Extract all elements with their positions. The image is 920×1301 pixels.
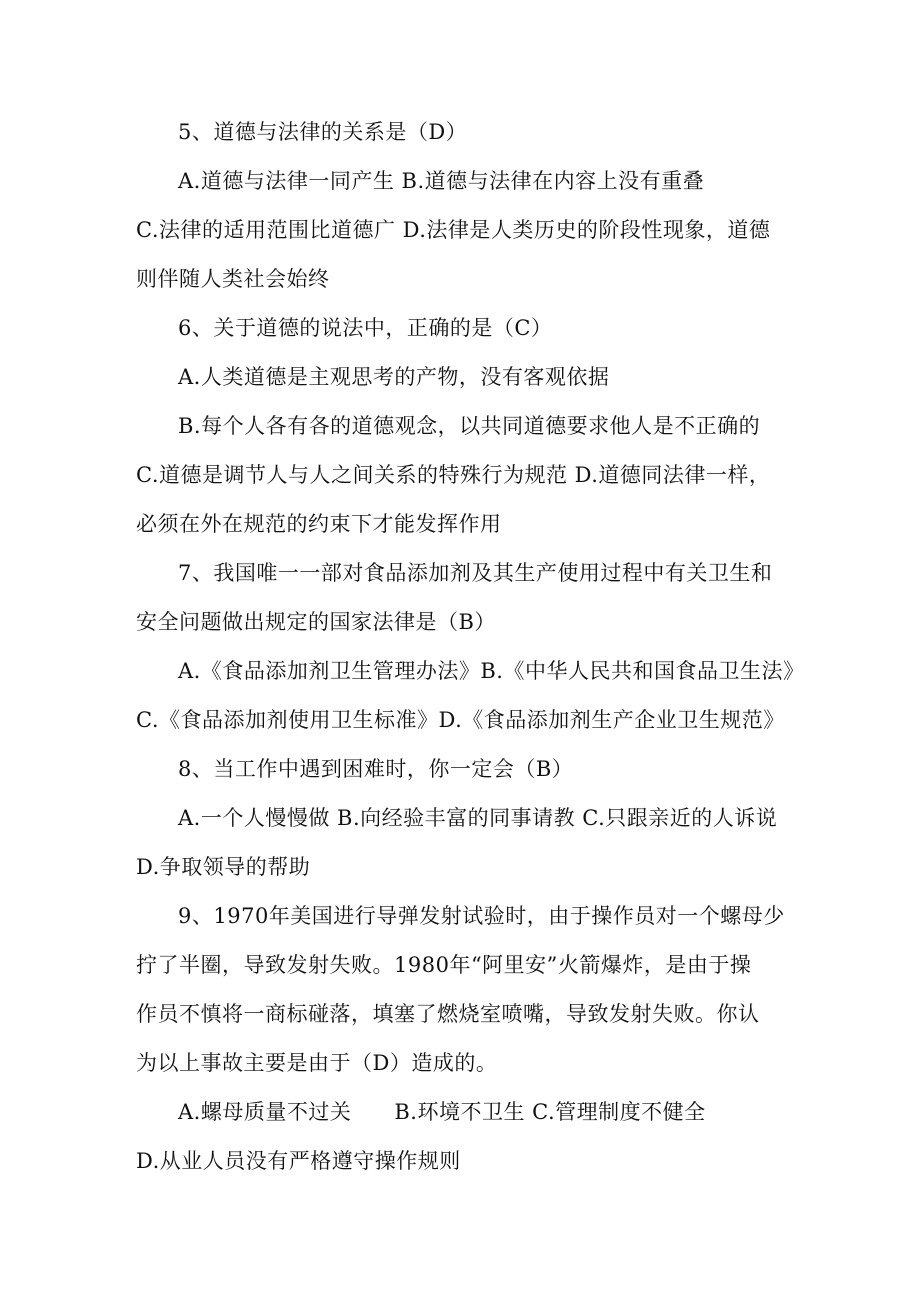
question-6-option-b: B.每个人各有各的道德观念，以共同道德要求他人是不正确的 (178, 414, 761, 438)
question-9-options-abc: A.螺母质量不过关 B.环境不卫生 C.管理制度不健全 (178, 1100, 706, 1124)
question-5-options-ab: A.道德与法律一同产生 B.道德与法律在内容上没有重叠 (178, 169, 705, 193)
question-9-stem-cont-1: 拧了半圈，导致发射失败。1980年“阿里安”火箭爆炸，是由于操 (136, 953, 752, 977)
question-5-options-cd: C.法律的适用范围比道德广 D.法律是人类历史的阶段性现象，道德 (136, 218, 771, 242)
question-8-option-d: D.争取领导的帮助 (136, 855, 311, 879)
question-5-options-cd-cont: 则伴随人类社会始终 (136, 267, 330, 291)
question-6-stem: 6、关于道德的说法中，正确的是（C） (178, 316, 553, 340)
question-6-option-a: A.人类道德是主观思考的产物，没有客观依据 (178, 365, 610, 389)
question-7-options-ab: A.《食品添加剂卫生管理办法》B.《中华人民共和国食品卫生法》 (178, 659, 805, 683)
question-5-stem: 5、道德与法律的关系是（D） (178, 120, 468, 144)
question-8-options-abc: A.一个人慢慢做 B.向经验丰富的同事请教 C.只跟亲近的人诉说 (178, 806, 778, 830)
question-9-option-d: D.从业人员没有严格遵守操作规则 (136, 1149, 461, 1173)
question-6-options-cd-cont: 必须在外在规范的约束下才能发挥作用 (136, 512, 502, 536)
question-7-stem-cont: 安全问题做出规定的国家法律是（B） (136, 610, 496, 634)
question-6-options-cd: C.道德是调节人与人之间关系的特殊行为规范 D.道德同法律一样， (136, 463, 771, 487)
question-7-options-cd: C.《食品添加剂使用卫生标准》D.《食品添加剂生产企业卫生规范》 (136, 708, 785, 732)
question-8-stem: 8、当工作中遇到困难时，你一定会（B） (178, 757, 574, 781)
question-9-stem-cont-2: 作员不慎将一商标碰落，填塞了燃烧室喷嘴，导致发射失败。你认 (136, 1002, 760, 1026)
question-7-stem: 7、我国唯一一部对食品添加剂及其生产使用过程中有关卫生和 (178, 561, 773, 585)
question-9-stem: 9、1970年美国进行导弹发射试验时，由于操作员对一个螺母少 (178, 904, 785, 928)
question-9-stem-cont-3: 为以上事故主要是由于（D）造成的。 (136, 1051, 498, 1075)
